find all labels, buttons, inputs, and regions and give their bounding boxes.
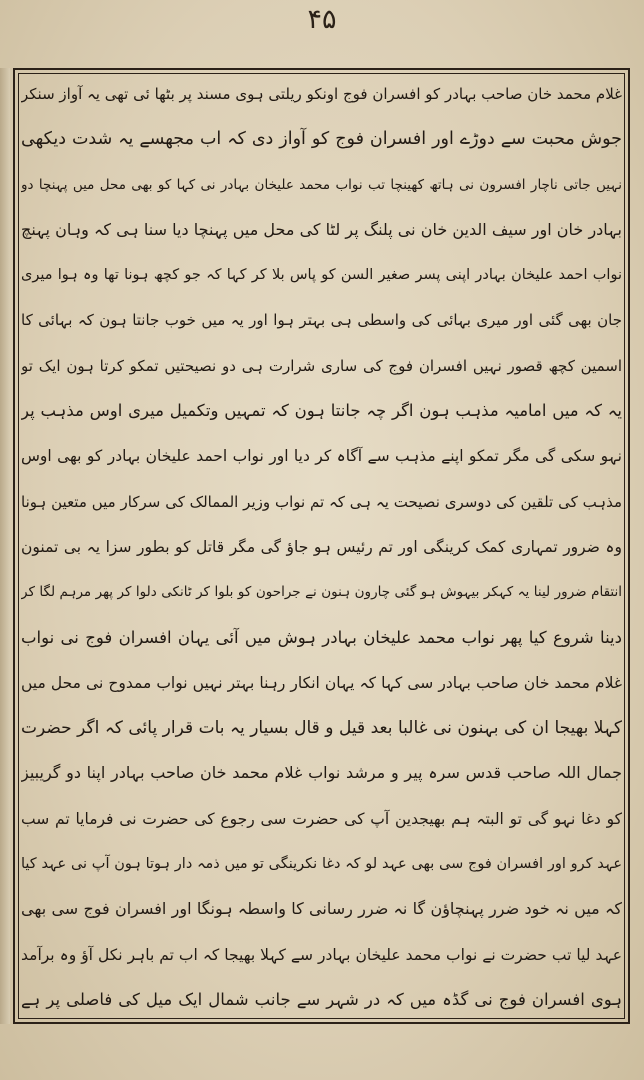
- text-line: نہو سکی گی مگر تمکو اپنے مذہب سے آگاہ کر دیا اور نواب احمد علیخان بہادر کو بھی اوس: [21, 447, 622, 466]
- text-line: کو دغا نہو گی تو البتہ ہم بھیجدین آپ کی حضرت سی رجوع کی حضرت نی فرمایا تم سب: [21, 809, 622, 828]
- text-line: کہ میں نہ خود ضرر پہنچاؤن گا نہ ضرر رسانی کا واسطہ ہونگا اور افسران فوج سی بھی: [21, 899, 622, 919]
- page-number: ۴۵: [307, 4, 337, 35]
- text-line: جان بھی گئی اور میری بہائی کی واسطی ہی بہتر ہوا اور یہ میں خوب جانتا ہون کہ بہائی کا: [21, 311, 622, 330]
- text-line: جمال اللہ صاحب قدس سرہ پیر و مرشد نواب غلام محمد خان صاحب بہادر اپنا دو گریبیز: [21, 763, 622, 783]
- text-frame: [13, 68, 630, 1024]
- text-line: یہ کہ میں امامیہ مذہب ہون اگر چہ جانتا ہون کہ تمہیں وتکمیل میری اوس مذہب پر: [21, 401, 622, 421]
- text-line: عہد کرو اور افسران فوج سی بھی عہد لو کہ دغا نکرینگی تو میں ذمہ دار ہوتا ہون آپ نی عہد کیا: [21, 856, 622, 873]
- text-line: وہ ضرور تمہاری کمک کرینگی اور تم رئیس ہو جاؤ گی مگر قاتل کو بطور سزا یہ بی تمنون: [21, 537, 622, 556]
- text-line: بہادر خان اور سیف الدین خان نی پلنگ پر لٹا کی محل میں پہنچا دیا سنا ہی کہ وہان پہنچ: [21, 219, 622, 239]
- text-line: عہد لیا تب حضرت نے نواب محمد علیخان بہادر سے کہلا بھیجا کہ اب تم باہر نکل آؤ وہ برآمد: [21, 945, 622, 964]
- page-gutter: [0, 68, 10, 1024]
- text-line: مذہب کی تلقین کی دوسری نصیحت یہ ہی کہ تم نواب وزیر الممالک کی سرکار میں متعین ہونا: [21, 492, 622, 511]
- text-line: غلام محمد خان صاحب بہادر کو افسران فوج اونکو ریلتی ہوی مسند پر بٹھا ئی تھی یہ آواز سنکر: [21, 85, 622, 103]
- text-line: انتقام ضرور لینا یہ کہکر بیہوش ہو گئی چارون ہنون نے جراحون کو بلوا کر ٹانکی دلوا کر پھر مرہم لگا کر: [21, 584, 622, 601]
- text-line: دینا شروع کیا پھر نواب محمد علیخان بہادر ہوش میں آئی یہان افسران فوج نی نواب: [21, 627, 622, 647]
- text-line: جوش محبت سے دوڑے اور افسران فوج کو آواز دی کہ اب مجھسے یہ شدت دیکھی: [21, 129, 622, 150]
- text-block: [21, 78, 622, 1016]
- text-line: ہوی افسران فوج نی گڈہ میں کہ در شہر سے جانب شمال ایک میل کی فاصلی پر ہے: [21, 989, 622, 1009]
- text-line: کہلا بھیجا ان کی بہنون نی غالبا بعد قیل و قال بسیار یہ بات قرار پائی کہ اگر حضرت: [21, 718, 622, 739]
- text-line: اسمین کچھ قصور نہیں افسران فوج کی ساری شرارت ہی دو نصیحتیں تمکو کرتا ہون ایک تو: [21, 356, 622, 375]
- text-line: نہیں جاتی ناچار افسرون نی ہاتھ کھینچا تب نواب محمد علیخان بہادر نی کہا کو بھی محل میں پہنچا دو: [21, 176, 622, 193]
- text-line: نواب احمد علیخان بہادر اپنی پسر صغیر السن کو پاس بلا کر کہا کہ جو کچھ ہونا تھا وہ ہوا میری: [21, 267, 622, 284]
- text-line: غلام محمد خان صاحب بہادر سی کہا کہ یہان انکار رہنا بہتر نہیں نواب ممدوح نی محل میں: [21, 673, 622, 692]
